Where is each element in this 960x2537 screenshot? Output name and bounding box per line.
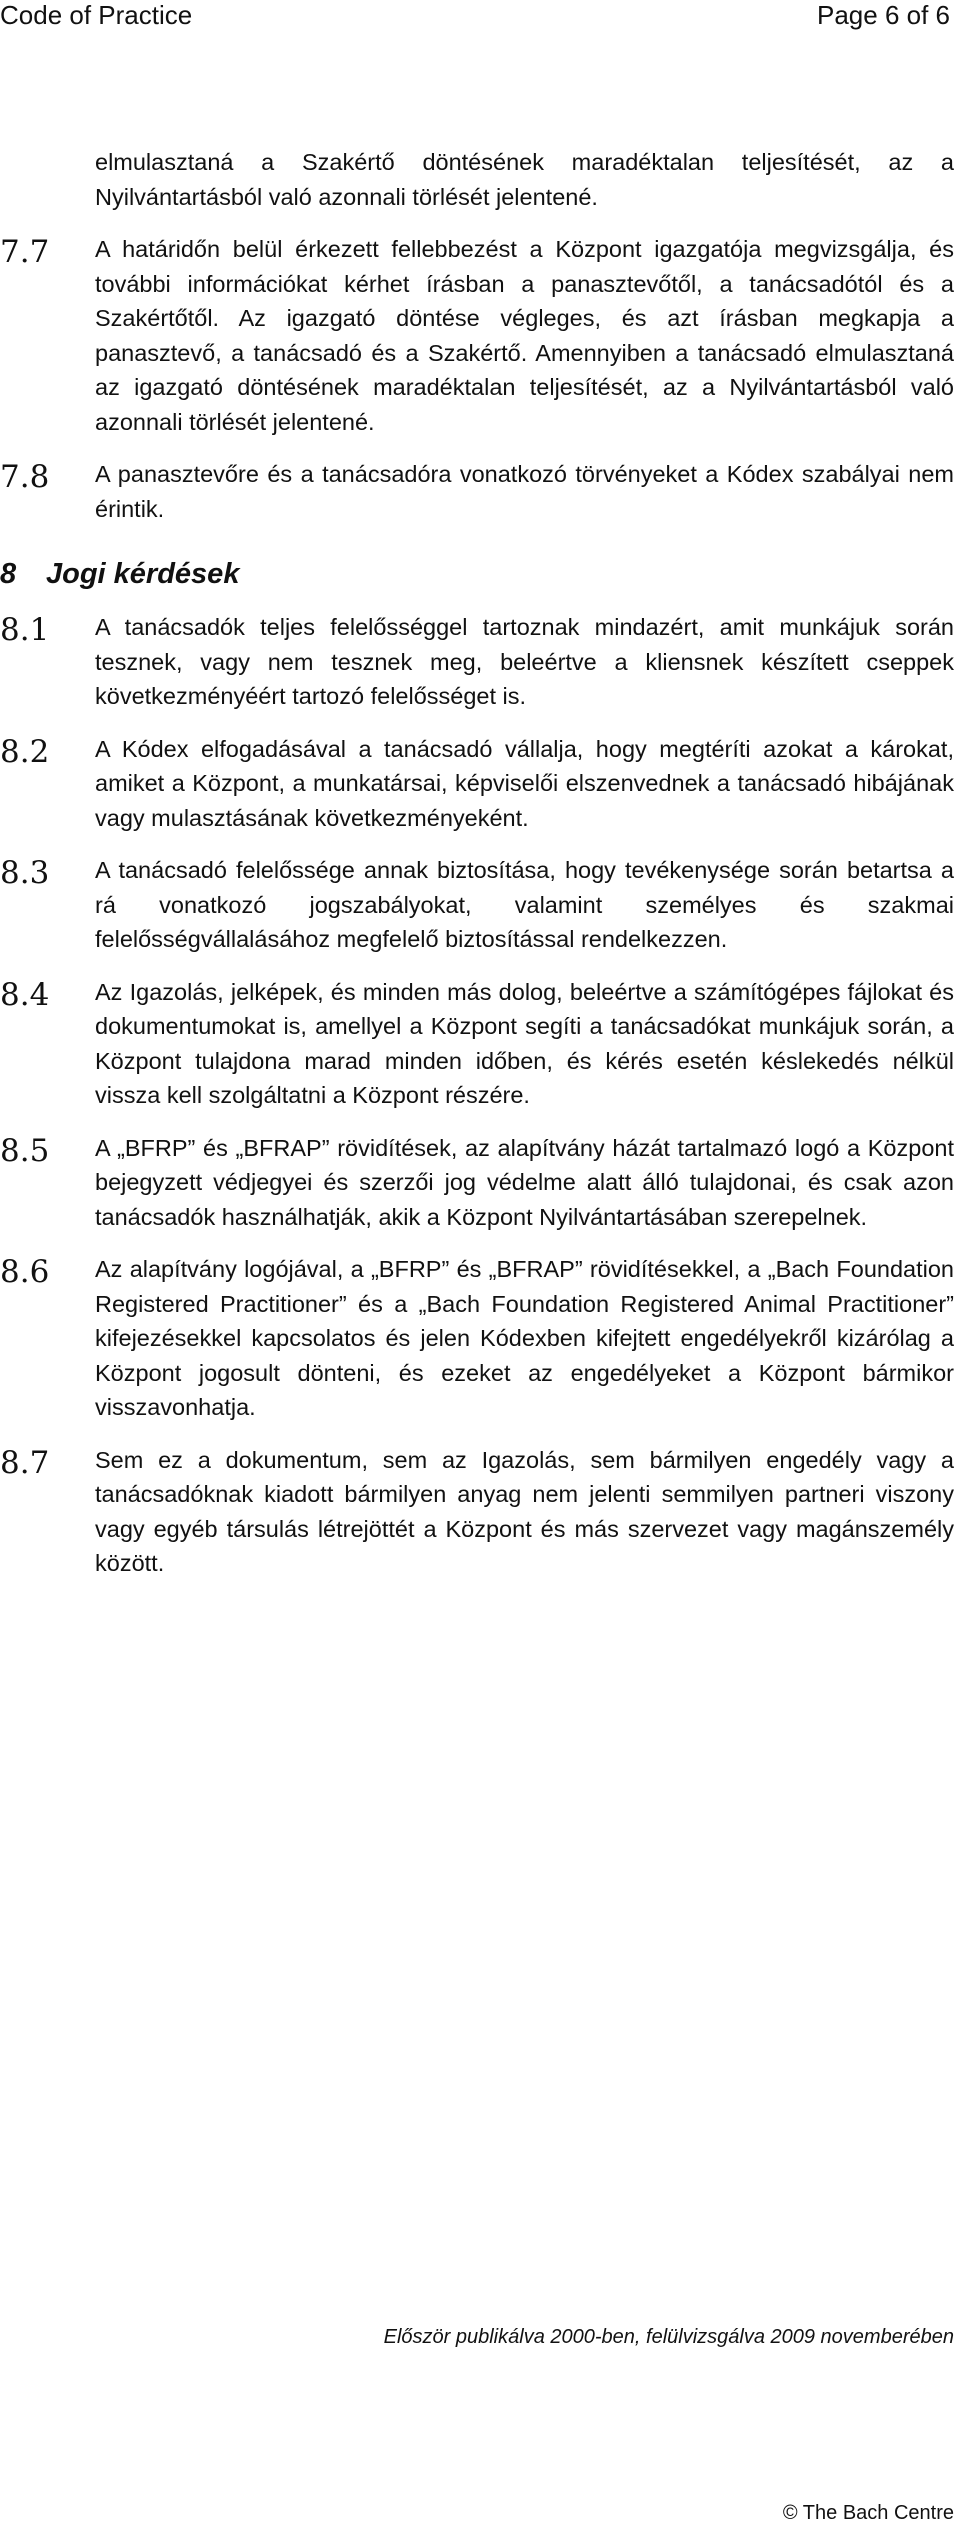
clause-text: A panasztevőre és a tanácsadóra vonatkozó törvényeket a Kódex szabályai nem érintik. xyxy=(95,461,954,522)
document-title: Code of Practice xyxy=(0,0,193,30)
section-title: Jogi kérdések xyxy=(46,558,240,590)
clause-8-3 xyxy=(0,853,960,957)
clause-8-4 xyxy=(0,975,960,1113)
clause-8-2 xyxy=(0,732,960,836)
document-body xyxy=(0,145,960,1599)
publication-note: Először publikálva 2000-ben, felülvizsgálva 2009 novemberében xyxy=(383,2326,954,2348)
clause-number: 8.4 xyxy=(0,976,50,1013)
clause-number: 8.6 xyxy=(0,1254,50,1290)
clause-number: 7.7 xyxy=(0,234,50,270)
clause-number: 7.8 xyxy=(0,459,50,495)
page-number: Page 6 of 6 xyxy=(817,0,950,30)
clause-text: A Kódex elfogadásával a tanácsadó vállalja, hogy megtéríti azokat a károkat, amiket a Központ, a munkatársai, képviselői elszenvednek a tanácsadó hibájának vagy mulasztásának következményeként. xyxy=(95,735,954,831)
clause-number: 8.2 xyxy=(0,733,50,770)
clause-number: 8.5 xyxy=(0,1132,50,1169)
section-number: 8 xyxy=(0,558,17,590)
clause-text: A határidőn belül érkezett fellebbezést a Központ igazgatója megvizsgálja, és további információkat kérhet írásban a panasztevőtől, a tanácsadótól és a Szakértőtől. Az igazgató döntése végleges, és azt írásban megkapja a panasztevő, a tanácsadó és a Szakértő. Amennyiben a tanácsadó elmulasztaná az igazgató döntésének maradéktalan teljesítését, az a Nyilvántartásból való azonnali törlését jelentené. xyxy=(95,236,954,435)
clause-7-8 xyxy=(0,457,960,526)
clause-number: 8.3 xyxy=(0,855,50,891)
clause-number: 8.7 xyxy=(0,1444,50,1481)
clause-text: A tanácsadók teljes felelősséggel tartoznak mindazért, amit munkájuk során tesznek, vagy nem tesznek meg, beleértve a kliensnek készített cseppek következményéért tartozó felelősséget is. xyxy=(95,614,954,709)
clause-8-1 xyxy=(0,610,960,714)
clause-text: A tanácsadó felelőssége annak biztosítása, hogy tevékenysége során betartsa a rá vonatkozó jogszabályokat, valamint személyes és szakmai felelősségvállalásához megfelelő biztosítással rendelkezzen. xyxy=(95,857,954,952)
section-heading-8 xyxy=(0,554,960,594)
copyright-notice: © The Bach Centre xyxy=(782,2502,954,2524)
clause-7-7 xyxy=(0,232,960,439)
clause-number: 8.1 xyxy=(0,612,50,648)
clause-text: Az alapítvány logójával, a „BFRP” és „BFRAP” rövidítésekkel, a „Bach Foundation Registered Practitioner” és a „Bach Foundation Registered Animal Practitioner” kifejezésekkel kapcsolatos és jelen Kódexben kifejtett engedélyekről kizárólag a Központ jogosult dönteni, és ezeket az engedélyeket a Központ bármikor visszavonhatja. xyxy=(95,1256,954,1420)
clause-8-6 xyxy=(0,1252,960,1425)
clause-text: Sem ez a dokumentum, sem az Igazolás, sem bármilyen engedély vagy a tanácsadóknak kiadott bármilyen anyag nem jelenti semmilyen partneri viszony vagy egyéb társulás létrejöttét a Központ és más szervezet vagy magánszemély között. xyxy=(95,1446,954,1576)
clause-8-7 xyxy=(0,1443,960,1581)
clause-text: A „BFRP” és „BFRAP” rövidítések, az alapítvány házát tartalmazó logó a Központ bejegyzett védjegyei és szerzői jog védelme alatt álló tulajdonai, és csak azon tanácsadók használhatják, akik a Központ Nyilvántartásában szerepelnek. xyxy=(95,1134,954,1230)
page-header xyxy=(0,0,960,34)
clause-text: Az Igazolás, jelképek, és minden más dolog, beleértve a számítógépes fájlokat és dokumentumokat is, amellyel a Központ segíti a tanácsadókat munkájuk során, a Központ tulajdona marad minden időben, és kérés esetén késlekedés nélkül vissza kell szolgáltatni a Központ részére. xyxy=(95,978,954,1108)
continued-paragraph: elmulasztaná a Szakértő döntésének maradéktalan teljesítését, az a Nyilvántartásból való azonnali törlését jelentené. xyxy=(95,149,954,210)
clause-8-5 xyxy=(0,1131,960,1235)
